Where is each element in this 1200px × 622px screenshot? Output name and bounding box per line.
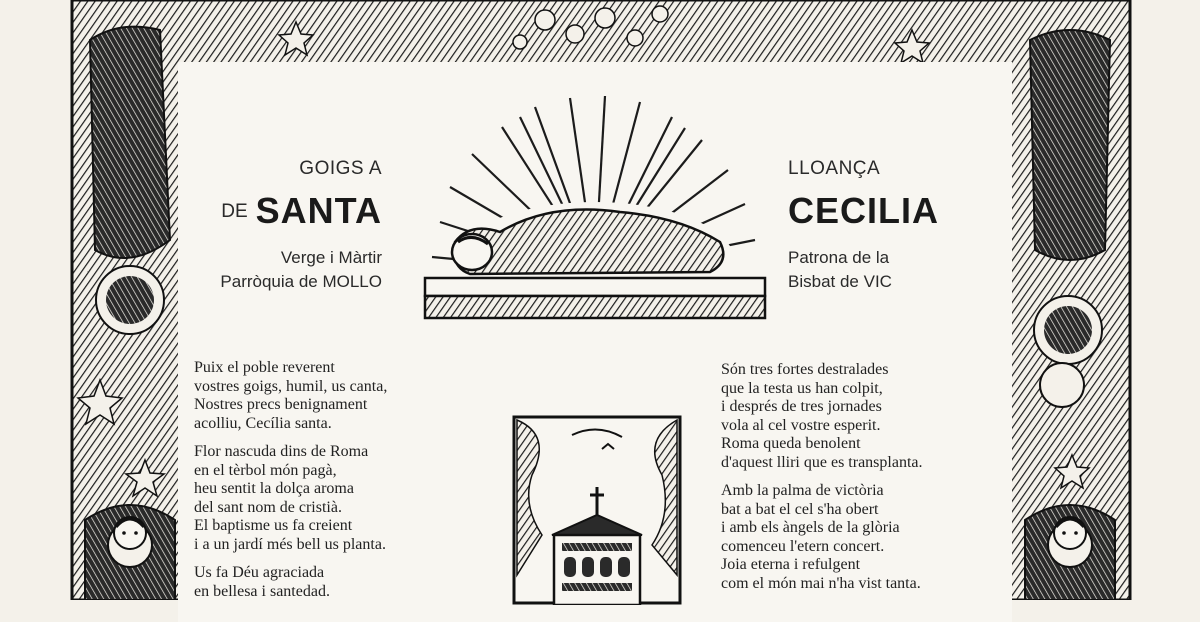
header-left-sub2: Parròquia de MOLLO	[220, 272, 382, 291]
header-right-name-row	[788, 190, 939, 232]
angel-icon	[1040, 505, 1100, 565]
verse-line: Nostres precs benignament	[194, 396, 368, 413]
header-right-name: CECILIA	[788, 190, 939, 231]
verse-line: Us fa Déu agraciada	[194, 564, 325, 581]
verse-line: Flor nascuda dins de Roma	[194, 443, 369, 460]
verse-left-1	[194, 359, 387, 433]
verses-right	[721, 361, 923, 603]
header-right	[788, 158, 880, 180]
verse-line: vostres goigs, humil, us canta,	[194, 377, 388, 395]
header-prefix: DE	[221, 201, 248, 222]
header-right-subs	[788, 246, 892, 294]
verse-right-1	[721, 361, 923, 472]
header-right-sub1: Patrona de la	[788, 248, 890, 267]
verse-line: en bellesa i santedad.	[194, 582, 330, 600]
header-left-name: SANTA	[255, 190, 382, 231]
verse-line: Puix el poble reverent	[194, 359, 335, 376]
header-left	[299, 158, 382, 180]
verse-line: que la testa us han colpit,	[721, 379, 883, 397]
verse-line: comenceu l'etern concert.	[721, 537, 885, 555]
verse-line: bat a bat el cel s'ha obert	[721, 500, 879, 518]
verse-right-2	[721, 482, 923, 593]
verse-line: El baptisme us fa creient	[194, 517, 353, 534]
verse-left-2	[194, 443, 387, 554]
verse-line: i a un jardí més bell us planta.	[194, 535, 386, 553]
verse-line: Joia eterna i refulgent	[721, 556, 861, 573]
verse-line: en el tèrbol món pagà,	[194, 461, 337, 479]
saint-illustration	[410, 92, 780, 327]
header-right-line1: LLOANÇA	[788, 158, 881, 179]
header-left-subs	[220, 246, 382, 294]
verses-left	[194, 359, 387, 611]
header-left-line1: GOIGS A	[299, 158, 382, 179]
verse-line: d'aquest lliri que es transplanta.	[721, 453, 923, 471]
church-tower-illustration	[512, 415, 682, 605]
header-left-sub1: Verge i Màrtir	[280, 248, 382, 267]
verse-line: acolliu, Cecília santa.	[194, 414, 332, 432]
verse-line: Són tres fortes destralades	[721, 361, 889, 378]
verse-line: del sant nom de cristià.	[194, 498, 342, 516]
verse-line: vola al cel vostre esperit.	[721, 416, 881, 434]
verse-line: com el món mai n'ha vist tanta.	[721, 574, 921, 592]
verse-line: heu sentit la dolça aroma	[194, 480, 354, 497]
verse-line: Roma queda benolent	[721, 435, 861, 452]
verse-line: i amb els àngels de la glòria	[721, 519, 900, 536]
angel-icon	[100, 505, 160, 565]
header-left-name-row	[221, 190, 382, 232]
verse-left-3	[194, 564, 387, 601]
header-right-sub2: Bisbat de VIC	[788, 272, 892, 291]
verse-line: i després de tres jornades	[721, 398, 882, 415]
verse-line: Amb la palma de victòria	[721, 482, 884, 499]
